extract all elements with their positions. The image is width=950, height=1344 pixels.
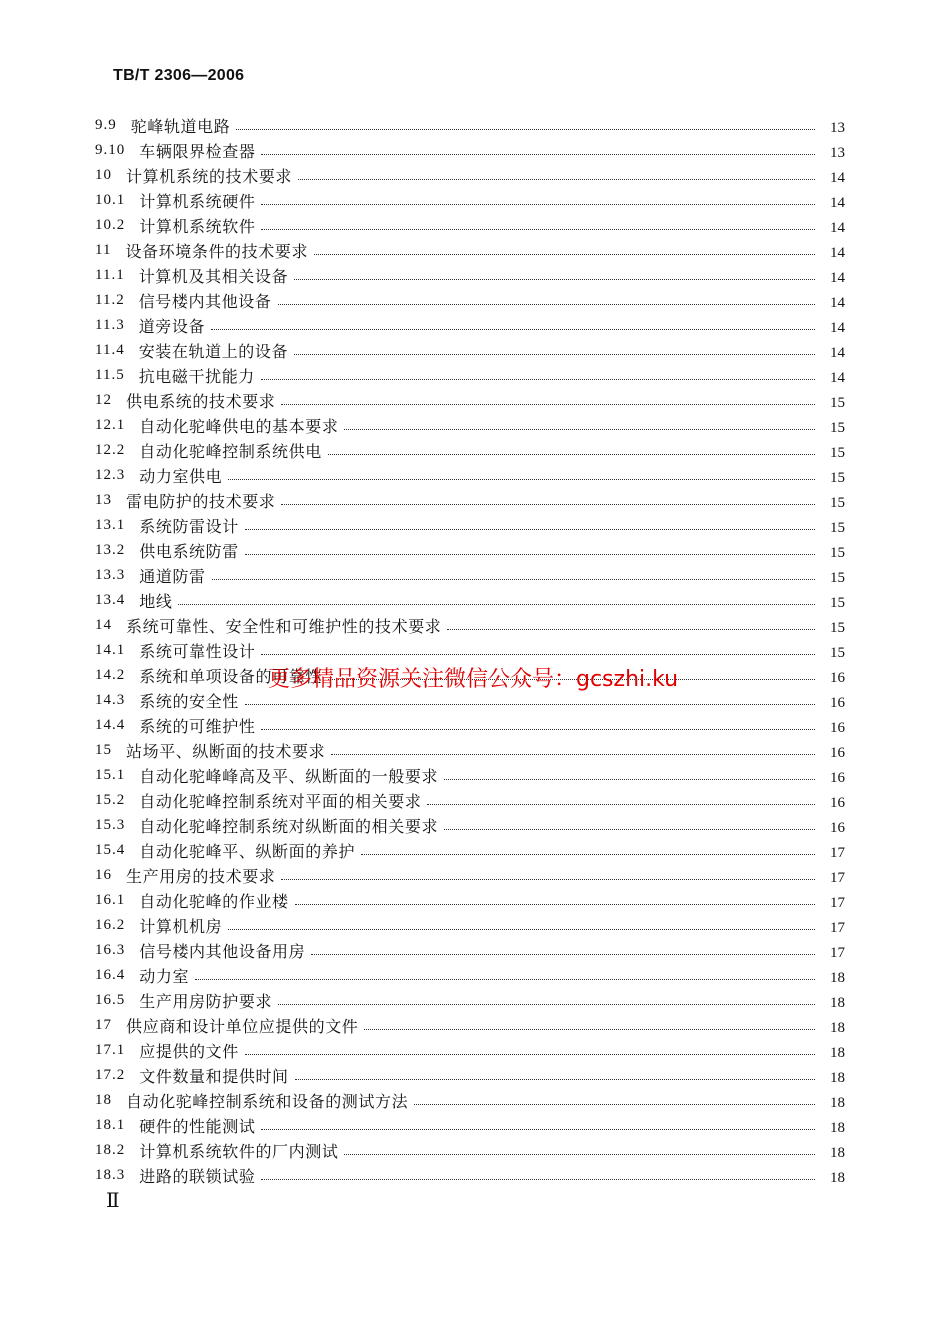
toc-entry bbox=[95, 538, 845, 563]
toc-entry-number: 10.2 bbox=[95, 217, 126, 233]
toc-entry-title: 地线 bbox=[139, 594, 173, 611]
toc-dot-leader bbox=[314, 254, 815, 255]
toc-dot-leader bbox=[294, 354, 815, 355]
toc-entry-page: 15 bbox=[830, 619, 845, 636]
toc-entry-number: 14 bbox=[95, 617, 112, 633]
toc-entry bbox=[95, 288, 845, 313]
toc-entry-title: 道旁设备 bbox=[138, 319, 206, 336]
toc-dot-leader bbox=[261, 1179, 815, 1180]
toc-entry-page: 14 bbox=[830, 219, 845, 236]
toc-entry-title: 车辆限界检查器 bbox=[139, 144, 256, 161]
toc-entry-number: 16.4 bbox=[95, 967, 126, 983]
toc-dot-leader bbox=[361, 854, 815, 855]
toc-entry-number: 13.3 bbox=[95, 567, 126, 583]
toc-entry-title: 雷电防护的技术要求 bbox=[126, 494, 276, 511]
toc-entry-page: 18 bbox=[830, 1044, 845, 1061]
toc-dot-leader bbox=[211, 329, 815, 330]
toc-entry bbox=[95, 813, 845, 838]
toc-entry-page: 15 bbox=[830, 544, 845, 561]
toc-entry-number: 10.1 bbox=[95, 192, 126, 208]
toc-entry-number: 13.2 bbox=[95, 542, 126, 558]
toc-dot-leader bbox=[245, 529, 815, 530]
toc-entry bbox=[95, 463, 845, 488]
toc-entry-number: 11.5 bbox=[95, 367, 125, 383]
toc-entry bbox=[95, 1163, 845, 1188]
toc-entry-page: 16 bbox=[830, 719, 845, 736]
toc-entry-page: 16 bbox=[830, 819, 845, 836]
toc-entry bbox=[95, 513, 845, 538]
toc-entry-number: 15.2 bbox=[95, 792, 126, 808]
toc-entry-page: 18 bbox=[830, 994, 845, 1011]
toc-entry-page: 18 bbox=[830, 969, 845, 986]
toc-dot-leader bbox=[311, 954, 815, 955]
toc-entry bbox=[95, 788, 845, 813]
toc-entry bbox=[95, 138, 845, 163]
toc-entry bbox=[95, 1013, 845, 1038]
toc-dot-leader bbox=[261, 654, 815, 655]
toc-entry-page: 15 bbox=[830, 594, 845, 611]
toc-entry bbox=[95, 413, 845, 438]
toc-entry bbox=[95, 738, 845, 763]
toc-entry-title: 自动化驼峰控制系统对平面的相关要求 bbox=[139, 794, 422, 811]
toc-dot-leader bbox=[278, 304, 815, 305]
toc-dot-leader bbox=[298, 179, 815, 180]
toc-entry-number: 14.2 bbox=[95, 667, 126, 683]
toc-entry-number: 13.4 bbox=[95, 592, 126, 608]
toc-entry-number: 15.3 bbox=[95, 817, 126, 833]
toc-entry-page: 15 bbox=[830, 569, 845, 586]
toc-entry-page: 18 bbox=[830, 1144, 845, 1161]
toc-entry-page: 17 bbox=[830, 844, 845, 861]
toc-entry-page: 17 bbox=[830, 944, 845, 961]
toc-entry-number: 12 bbox=[95, 392, 112, 408]
toc-entry-page: 14 bbox=[830, 319, 845, 336]
toc-entry-page: 15 bbox=[830, 519, 845, 536]
toc-entry-title: 安装在轨道上的设备 bbox=[138, 344, 289, 361]
toc-entry bbox=[95, 763, 845, 788]
toc-dot-leader bbox=[331, 754, 815, 755]
toc-entry-number: 12.3 bbox=[95, 467, 126, 483]
toc-entry-title: 自动化驼峰控制系统对纵断面的相关要求 bbox=[139, 819, 439, 836]
toc-entry bbox=[95, 1063, 845, 1088]
toc-entry-title: 供电系统的技术要求 bbox=[126, 394, 276, 411]
toc-entry-page: 16 bbox=[830, 694, 845, 711]
toc-entry-page: 15 bbox=[830, 444, 845, 461]
toc-entry bbox=[95, 163, 845, 188]
toc-entry-title: 抗电磁干扰能力 bbox=[138, 369, 255, 386]
toc-entry-page: 16 bbox=[830, 769, 845, 786]
toc-entry-title: 驼峰轨道电路 bbox=[130, 119, 231, 136]
toc-entry-page: 16 bbox=[830, 794, 845, 811]
toc-entry-page: 18 bbox=[830, 1119, 845, 1136]
toc-entry-number: 18.2 bbox=[95, 1142, 126, 1158]
toc-entry-number: 18.3 bbox=[95, 1167, 126, 1183]
toc-entry-title: 生产用房防护要求 bbox=[139, 994, 273, 1011]
toc-entry-number: 16.3 bbox=[95, 942, 126, 958]
toc-entry-number: 16.2 bbox=[95, 917, 126, 933]
toc-entry-number: 14.3 bbox=[95, 692, 126, 708]
toc-dot-leader bbox=[444, 779, 815, 780]
toc-entry-page: 14 bbox=[830, 269, 845, 286]
toc-dot-leader bbox=[261, 204, 815, 205]
toc-entry bbox=[95, 563, 845, 588]
toc-entry-number: 16.5 bbox=[95, 992, 126, 1008]
toc-dot-leader bbox=[295, 904, 815, 905]
toc-dot-leader bbox=[245, 1054, 815, 1055]
toc-entry-title: 计算机系统软件的厂内测试 bbox=[139, 1144, 339, 1161]
toc-dot-leader bbox=[278, 1004, 815, 1005]
toc-entry-title: 自动化驼峰峰高及平、纵断面的一般要求 bbox=[139, 769, 439, 786]
toc-entry bbox=[95, 438, 845, 463]
toc-dot-leader bbox=[364, 1029, 815, 1030]
toc-entry-number: 11.2 bbox=[95, 292, 125, 308]
toc-entry-title: 自动化驼峰供电的基本要求 bbox=[139, 419, 339, 436]
toc-entry-page: 18 bbox=[830, 1094, 845, 1111]
toc-entry-page: 13 bbox=[830, 144, 845, 161]
toc-entry bbox=[95, 613, 845, 638]
toc-entry-page: 13 bbox=[830, 119, 845, 136]
toc-entry bbox=[95, 713, 845, 738]
toc-entry-page: 15 bbox=[830, 469, 845, 486]
toc-entry-page: 17 bbox=[830, 919, 845, 936]
toc-dot-leader bbox=[261, 729, 815, 730]
toc-dot-leader bbox=[447, 629, 815, 630]
toc-entry-title: 系统可靠性设计 bbox=[139, 644, 256, 661]
toc-entry-number: 16.1 bbox=[95, 892, 126, 908]
toc-entry-number: 15 bbox=[95, 742, 112, 758]
toc-entry-title: 生产用房的技术要求 bbox=[126, 869, 276, 886]
toc-entry-number: 11.3 bbox=[95, 317, 125, 333]
toc-entry-title: 供电系统防雷 bbox=[139, 544, 239, 561]
toc-entry-title: 系统可靠性、安全性和可维护性的技术要求 bbox=[126, 619, 442, 636]
toc-entry bbox=[95, 338, 845, 363]
toc-dot-leader bbox=[294, 279, 815, 280]
page-number-footer: Ⅱ bbox=[106, 1188, 120, 1212]
toc-entry-page: 14 bbox=[830, 369, 845, 386]
toc-entry-number: 9.10 bbox=[95, 142, 126, 158]
toc-entry-title: 进路的联锁试验 bbox=[139, 1169, 256, 1186]
toc-dot-leader bbox=[414, 1104, 815, 1105]
toc-entry-title: 计算机系统软件 bbox=[139, 219, 256, 236]
toc-dot-leader bbox=[195, 979, 815, 980]
toc-entry bbox=[95, 1038, 845, 1063]
toc-entry-page: 14 bbox=[830, 294, 845, 311]
toc-dot-leader bbox=[444, 829, 815, 830]
toc-entry-page: 17 bbox=[830, 869, 845, 886]
toc-entry bbox=[95, 1113, 845, 1138]
toc-entry bbox=[95, 1088, 845, 1113]
toc-entry bbox=[95, 638, 845, 663]
toc-dot-leader bbox=[245, 554, 815, 555]
toc-entry bbox=[95, 113, 845, 138]
toc-dot-leader bbox=[261, 154, 815, 155]
toc-entry-number: 15.1 bbox=[95, 767, 126, 783]
toc-entry bbox=[95, 913, 845, 938]
toc-dot-leader bbox=[261, 379, 815, 380]
toc-entry-title: 系统的安全性 bbox=[139, 694, 239, 711]
toc-dot-leader bbox=[261, 1129, 815, 1130]
toc-entry bbox=[95, 988, 845, 1013]
toc-entry bbox=[95, 363, 845, 388]
toc-entry bbox=[95, 238, 845, 263]
toc-dot-leader bbox=[212, 579, 815, 580]
toc-dot-leader bbox=[295, 1079, 815, 1080]
toc-entry-title: 自动化驼峰控制系统和设备的测试方法 bbox=[126, 1094, 409, 1111]
toc-entry bbox=[95, 188, 845, 213]
toc-entry-number: 14.4 bbox=[95, 717, 126, 733]
toc-entry-page: 14 bbox=[830, 194, 845, 211]
watermark-text: 更多精品资源关注微信公众号：gcszhi.ku bbox=[268, 667, 679, 692]
toc-entry-page: 15 bbox=[830, 419, 845, 436]
toc-entry bbox=[95, 213, 845, 238]
toc-dot-leader bbox=[328, 454, 815, 455]
toc-entry-title: 站场平、纵断面的技术要求 bbox=[126, 744, 326, 761]
toc-entry-title: 信号楼内其他设备 bbox=[138, 294, 272, 311]
toc-entry-title: 自动化驼峰的作业楼 bbox=[139, 894, 289, 911]
toc-entry-title: 设备环境条件的技术要求 bbox=[125, 244, 309, 261]
toc-dot-leader bbox=[344, 429, 815, 430]
toc-dot-leader bbox=[228, 479, 815, 480]
toc-dot-leader bbox=[245, 704, 815, 705]
toc-entry-page: 18 bbox=[830, 1169, 845, 1186]
toc-entry-title: 通道防雷 bbox=[139, 569, 206, 586]
toc-dot-leader bbox=[261, 229, 815, 230]
toc-entry-page: 18 bbox=[830, 1069, 845, 1086]
toc-entry-title: 应提供的文件 bbox=[139, 1044, 239, 1061]
toc-dot-leader bbox=[178, 604, 815, 605]
toc-entry-title: 系统和单项设备的可靠性 bbox=[139, 669, 322, 686]
toc-entry-page: 15 bbox=[830, 394, 845, 411]
toc-entry-number: 11 bbox=[95, 242, 112, 258]
toc-entry-page: 14 bbox=[830, 169, 845, 186]
toc-entry-number: 11.4 bbox=[95, 342, 125, 358]
toc-entry-page: 15 bbox=[830, 494, 845, 511]
toc-entry-page: 14 bbox=[830, 344, 845, 361]
toc-entry bbox=[95, 1138, 845, 1163]
toc-entry bbox=[95, 263, 845, 288]
toc-entry-title: 动力室供电 bbox=[139, 469, 223, 486]
toc-entry-title: 文件数量和提供时间 bbox=[139, 1069, 289, 1086]
toc-entry-number: 18.1 bbox=[95, 1117, 126, 1133]
toc-entry bbox=[95, 313, 845, 338]
toc-entry-title: 计算机及其相关设备 bbox=[138, 269, 289, 286]
toc-entry-page: 16 bbox=[830, 744, 845, 761]
toc-entry bbox=[95, 488, 845, 513]
toc-dot-leader bbox=[281, 879, 815, 880]
toc-entry-title: 动力室 bbox=[139, 969, 190, 986]
toc-dot-leader bbox=[236, 129, 815, 130]
toc-entry-page: 17 bbox=[830, 894, 845, 911]
toc-entry-page: 14 bbox=[830, 244, 845, 261]
toc-entry-title: 系统防雷设计 bbox=[139, 519, 239, 536]
toc-entry-number: 17.2 bbox=[95, 1067, 126, 1083]
toc-entry-title: 系统的可维护性 bbox=[139, 719, 256, 736]
toc-dot-leader bbox=[281, 504, 815, 505]
toc-entry-title: 计算机系统的技术要求 bbox=[126, 169, 293, 186]
toc-entry-number: 11.1 bbox=[95, 267, 125, 283]
standard-code-header: TB/T 2306—2006 bbox=[113, 67, 245, 84]
toc-entry-page: 15 bbox=[830, 644, 845, 661]
toc-entry bbox=[95, 963, 845, 988]
toc-entry bbox=[95, 863, 845, 888]
toc-entry-title: 计算机机房 bbox=[139, 919, 223, 936]
toc-entry bbox=[95, 888, 845, 913]
toc-entry bbox=[95, 588, 845, 613]
toc-entry-number: 18 bbox=[95, 1092, 112, 1108]
toc-entry-title: 硬件的性能测试 bbox=[139, 1119, 256, 1136]
toc-entry bbox=[95, 388, 845, 413]
toc-entry-title: 计算机系统硬件 bbox=[139, 194, 256, 211]
toc-entry-title: 自动化驼峰平、纵断面的养护 bbox=[139, 844, 356, 861]
toc-entry bbox=[95, 938, 845, 963]
toc-dot-leader bbox=[228, 929, 815, 930]
toc-entry-number: 13.1 bbox=[95, 517, 126, 533]
toc-entry-number: 14.1 bbox=[95, 642, 126, 658]
toc-entry bbox=[95, 838, 845, 863]
toc-dot-leader bbox=[281, 404, 815, 405]
toc-entry-number: 9.9 bbox=[95, 117, 117, 133]
toc-entry-number: 10 bbox=[95, 167, 112, 183]
toc-entry-title: 供应商和设计单位应提供的文件 bbox=[126, 1019, 359, 1036]
toc-dot-leader bbox=[427, 804, 815, 805]
toc-entry-number: 12.1 bbox=[95, 417, 126, 433]
toc-entry-number: 16 bbox=[95, 867, 112, 883]
toc-entry-number: 15.4 bbox=[95, 842, 126, 858]
toc-entry-title: 信号楼内其他设备用房 bbox=[139, 944, 306, 961]
toc-entry-number: 17.1 bbox=[95, 1042, 126, 1058]
toc-list bbox=[95, 113, 845, 1188]
toc-entry-number: 12.2 bbox=[95, 442, 126, 458]
toc-entry-page: 18 bbox=[830, 1019, 845, 1036]
toc-entry-number: 17 bbox=[95, 1017, 112, 1033]
toc-dot-leader bbox=[344, 1154, 815, 1155]
toc-entry-title: 自动化驼峰控制系统供电 bbox=[139, 444, 322, 461]
toc-entry-page: 16 bbox=[830, 669, 845, 686]
toc-entry-number: 13 bbox=[95, 492, 112, 508]
